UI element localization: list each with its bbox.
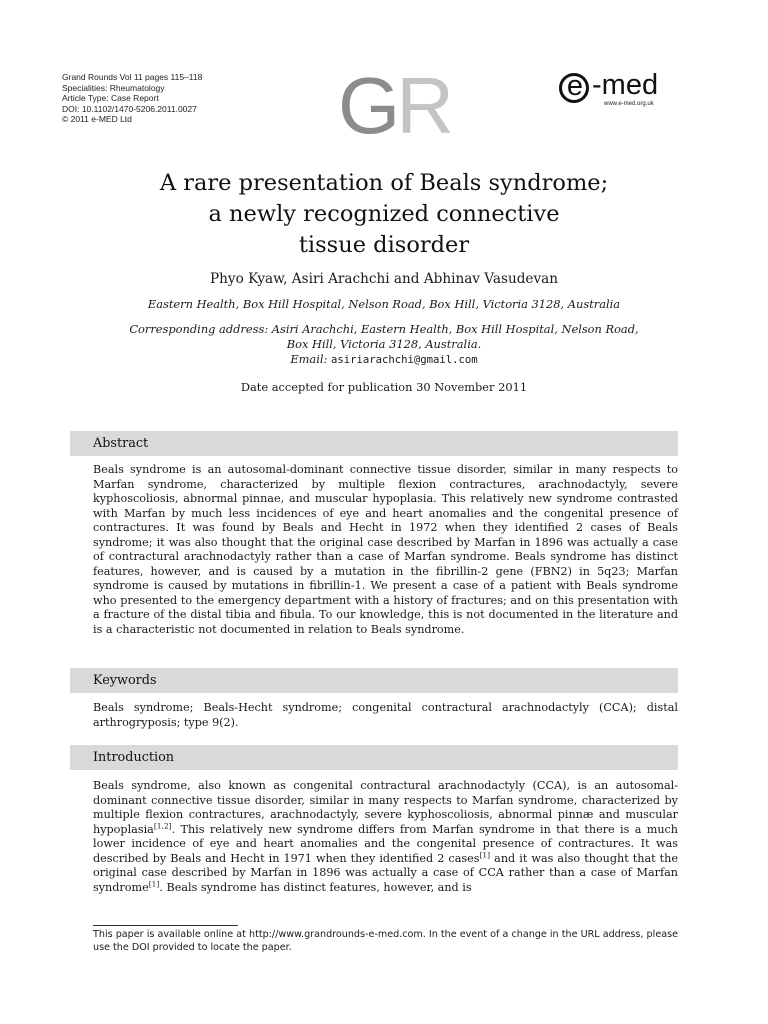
article-title (84, 168, 684, 261)
journal-line: Grand Rounds Vol 11 pages 115–118 (62, 72, 203, 82)
footnote-divider (93, 925, 238, 926)
corr-line-1: Corresponding address: Asiri Arachchi, Eastern Health, Box Hill Hospital, Nelson Road, (129, 322, 639, 336)
introduction-text (93, 779, 678, 895)
email-label: Email: (290, 351, 328, 366)
corresponding-address (84, 322, 684, 367)
emed-logo-e: e (566, 70, 584, 102)
intro-segment-4: . Beals syndrome has distinct features, however, and is (159, 880, 472, 894)
email-link[interactable]: asiriarachchi@gmail.com (330, 353, 478, 366)
citation-ref[interactable]: [1] (479, 849, 491, 859)
specialities: Specialities: Rheumatology (62, 82, 165, 93)
date-accepted: Date accepted for publication 30 November 2011 (240, 380, 528, 394)
introduction-heading: Introduction (70, 745, 678, 770)
emed-logo (558, 71, 688, 113)
intro-segment-1: Beals syndrome, also known as congenital contractural arachnodactyly (CCA), is an autosomal-dominant connective tissue disorder, similar in many respects to Marfan syndrome, characterized by multiple flexion contractures, arachnodactyly, severe kyphoscoliosis, abnormal pinnæ and muscular hypoplasia (93, 779, 678, 836)
journal-metadata (62, 72, 202, 125)
title-line-3: tissue disorder (298, 232, 470, 258)
footnote: This paper is available online at http://www.grandrounds-e-med.com. In the event of a change in the URL address, please use the DOI provided to locate the paper. (93, 929, 678, 953)
logo-letter-g: G (338, 61, 397, 150)
citation-ref[interactable]: [1,2] (153, 820, 172, 830)
article-type: Article Type: Case Report (62, 93, 159, 104)
doi: DOI: 10.1102/1470-5206.2011.0027 (62, 103, 197, 114)
keywords-heading: Keywords (70, 668, 678, 693)
keywords-text: Beals syndrome; Beals-Hecht syndrome; congenital contractural arachnodactyly (CCA); distal arthrogryposis; type 9(2). (93, 701, 678, 729)
corr-line-2: Box Hill, Victoria 3128, Australia. (286, 336, 482, 351)
emed-url: www.e-med.org.uk (604, 101, 654, 107)
title-line-2: a newly recognized connective (208, 201, 560, 227)
abstract-heading: Abstract (70, 431, 678, 456)
affiliation: Eastern Health, Box Hill Hospital, Nelson Road, Box Hill, Victoria 3128, Australia (147, 297, 621, 311)
logo-letter-r: R (396, 61, 451, 150)
emed-logo-med: -med (592, 69, 659, 101)
citation-ref[interactable]: [1] (148, 878, 160, 888)
grand-rounds-logo (338, 61, 451, 150)
authors: Phyo Kyaw, Asiri Arachchi and Abhinav Vasudevan (209, 271, 558, 287)
intro-segment-2: . This relatively new syndrome differs from Marfan syndrome in that there is a much lower incidence of eye and heart anomalies and the congenital presence of contractures. It was described by Beals and Hecht in 1971 when they identified 2 cases (93, 822, 678, 865)
intro-segment-3: and it was also thought that the original case described by Marfan in 1896 was actually a case of CCA rather than a case of Marfan syndrome (93, 851, 678, 894)
abstract-text: Beals syndrome is an autosomal-dominant connective tissue disorder, similar in many respects to Marfan syndrome, characterized by multiple flexion contractures, arachnodactyly, severe kyphoscoliosis, abnormal pinnae, and muscular hypoplasia. This relatively new syndrome contrasted with Marfan by much less incidences of eye and heart anomalies and the congenital presence of contractures. It was found by Beals and Hecht in 1972 when they identified 2 cases of Beals syndrome; it was also thought that the original case described by Marfan in 1896 was actually a case of contractural arachnodactyly rather than a case of Marfan syndrome. Beals syndrome has distinct features, however, and is caused by a mutation in the fibrillin-2 gene (FBN2) in 5q23; Marfan syndrome is caused by mutations in fibrillin-1. We present a case of a patient with Beals syndrome who presented to the emergency department with a history of fractures; and on this presentation with a fracture of the distal tibia and fibula. To our knowledge, this is not documented in the literature and is a characteristic not documented in relation to Beals syndrome. (93, 463, 678, 636)
title-line-1: A rare presentation of Beals syndrome; (159, 170, 609, 196)
copyright: © 2011 e-MED Ltd (62, 114, 132, 125)
